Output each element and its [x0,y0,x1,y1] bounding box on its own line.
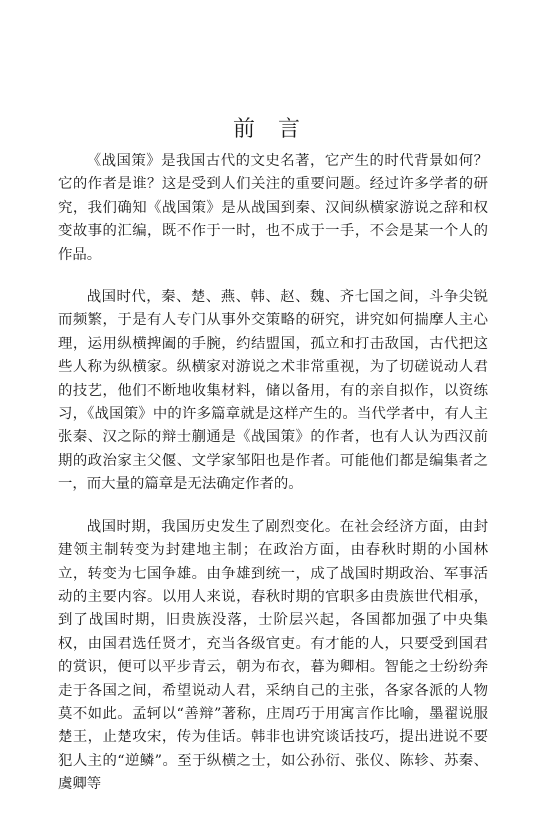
paragraph-1: 《战国策》是我国古代的文史名著，它产生的时代背景如何？它的作者是谁？这是受到人们关注的重要问题。经过许多学者的研究，我们确知《战国策》是从战国到秦、汉间纵横家游说之辞和权变故事的汇编，既不作于一时，也不成于一手，不会是某一个人的作品。 [58,153,488,263]
preface-body [58,150,488,816]
paragraph-3: 战国时期，我国历史发生了剧烈变化。在社会经济方面，由封建领主制转变为封建地主制；在政治方面，由春秋时期的小国林立，转变为七国争雄。由争雄到统一，成了战国时期政治、军事活动的主要内容。以用人来说，春秋时期的官职多由贵族世代相承，到了战国时期，旧贵族没落，士阶层兴起，各国都加强了中央集权，由国君选任贤才，充当各级官吏。有才能的人，只要受到国君的赏识，便可以平步青云，朝为布衣，暮为卿相。智能之士纷纷奔走于各国之间，希望说动人君，采纳自己的主张，各家各派的人物莫不如此。孟轲以“善辩”著称，庄周巧于用寓言作比喻，墨翟说服楚王，止楚攻宋，传为佳话。韩非也讲究谈话技巧，提出进说不要犯人主的“逆鳞”。至于纵横之士，如公孙衍、张仪、陈轸、苏秦、虞卿等 [58,518,488,793]
paragraph-2: 战国时代，秦、楚、燕、韩、赵、魏、齐七国之间，斗争尖锐而频繁，于是有人专门从事外交策略的研究，讲究如何揣摩人主心理，运用纵横捭阖的手腕，约结盟国，孤立和打击敌国，古代把这些人称为纵横家。纵横家对游说之术非常重视，为了切磋说动人君的技艺，他们不断地收集材料，储以备用，有的亲自拟作，以资练习，《战国策》中的许多篇章就是这样产生的。当代学者中，有人主张秦、汉之际的辩士蒯通是《战国策》的作者，也有人认为西汉前期的政治家主父偃、文学家邹阳也是作者。可能他们都是编集者之一，而大量的篇章是无法确定作者的。 [58,289,488,493]
page-title: 前 言 [233,117,308,142]
